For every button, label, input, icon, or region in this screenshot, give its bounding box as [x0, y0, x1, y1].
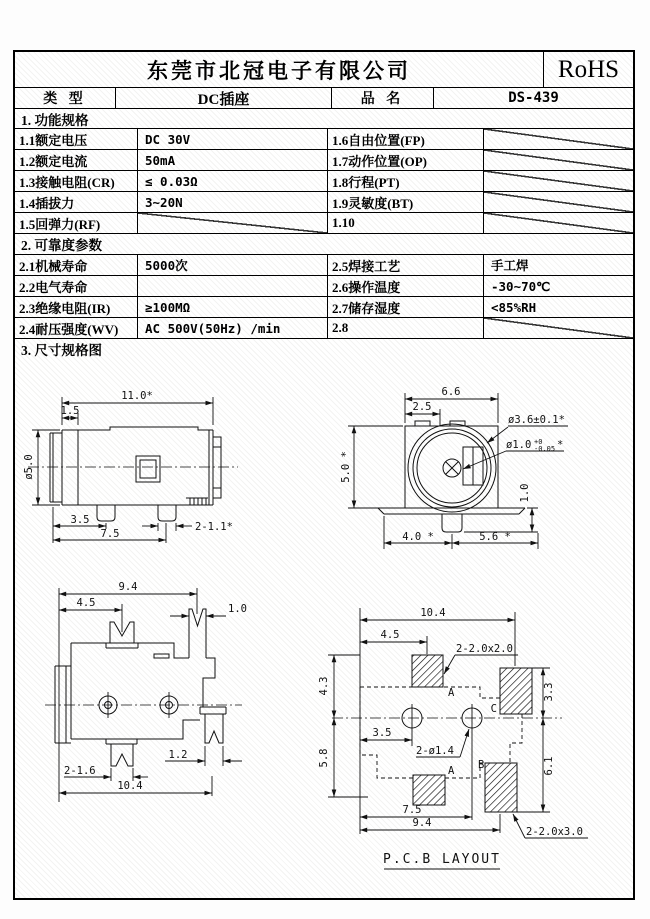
spec-label: 1.8行程(PT): [327, 171, 483, 191]
spec-label: 1.1额定电压: [19, 132, 88, 148]
spec-value: 3~20N: [137, 192, 327, 212]
spec-row-2-2: [15, 275, 633, 296]
spec-label: 1.9灵敏度(BT): [327, 192, 483, 212]
dim-pin-dia: ø1.0: [506, 439, 532, 451]
spec-value: 50mA: [137, 150, 327, 170]
spec-row-1-3: [15, 170, 633, 191]
spec-row-2-1: [15, 254, 633, 275]
type-label: 类 型: [43, 92, 87, 107]
spec-value: AC 500V(50Hz) /min: [137, 318, 327, 338]
sheet-frame: [13, 50, 635, 900]
pad-label-a-bottom: A: [448, 765, 455, 777]
dim-total-width: 10.4: [117, 780, 143, 792]
dim-bottom-pads: 2-2.0x3.0: [526, 826, 583, 838]
spec-label: 1.4插拔力: [19, 195, 75, 211]
spec-row-2-3: [15, 296, 633, 317]
spec-value-na: [483, 171, 633, 191]
spec-value-na: [483, 129, 633, 149]
spec-label: 1.6自由位置(FP): [327, 129, 483, 149]
dim-lug-offset: 4.5: [76, 597, 96, 609]
spec-value: <85%RH: [483, 297, 633, 317]
dim-barrel-dia: ø3.6±0.1*: [508, 414, 565, 426]
dim-total-width: 10.4: [420, 607, 446, 619]
dim-height: 5.0 *: [340, 451, 352, 483]
pcb-layout-drawing: [320, 600, 650, 890]
dim-lug-size: 2-1.6: [64, 765, 96, 777]
spec-value-na: [483, 318, 633, 338]
spec-label: 1.2额定电流: [19, 153, 88, 169]
dim-hole-offset: 3.5: [372, 727, 392, 739]
spec-label: 1.3接触电阻(CR): [19, 174, 115, 190]
header-row: [15, 52, 633, 87]
side-view-drawing: [20, 385, 250, 560]
pad-label-c: C: [490, 703, 497, 715]
spec-label: 2.1机械寿命: [19, 258, 88, 274]
extension-lines: [32, 397, 213, 543]
product-label: 品 名: [331, 88, 433, 108]
dim-left-span: 4.0 *: [402, 531, 434, 543]
spec-row-1-5: [15, 212, 633, 233]
spec-row-2-4: [15, 317, 633, 338]
dim-pin-tol-upper: +0: [534, 438, 543, 446]
dim-flange: 1.0: [519, 483, 531, 503]
connector-body-outline: [50, 427, 221, 521]
dim-pin-size: 2-1.1*: [195, 521, 233, 533]
dim-step: 1.2: [168, 749, 188, 761]
front-view-drawing: [340, 383, 630, 573]
spec-row-1-1: [15, 128, 633, 149]
dim-pad-offset: 4.5: [380, 629, 400, 641]
company-name: 东莞市北冠电子有限公司: [147, 58, 411, 83]
type-row: [15, 87, 633, 108]
spec-value: [137, 276, 327, 296]
dim-right-lower: 6.1: [543, 756, 555, 776]
spec-label: 2.5焊接工艺: [327, 255, 483, 275]
dim-lug-width: 1.0: [228, 603, 247, 615]
section1-title: 1. 功能规格: [15, 108, 633, 128]
dim-pin-star: *: [557, 439, 564, 451]
connector-body-outline: [55, 609, 226, 766]
dim-width: 6.6: [441, 386, 461, 398]
pad-label-a-top: A: [448, 687, 455, 699]
dim-center-offset: 2.5: [412, 401, 432, 413]
pad-label-b: B: [478, 759, 485, 771]
connector-body-outline: [378, 421, 525, 532]
dim-span-pads: 9.4: [412, 817, 432, 829]
spec-row-1-2: [15, 149, 633, 170]
dimension-lines: [59, 594, 242, 793]
dim-right-upper: 3.3: [543, 682, 555, 702]
spec-value: ≤ 0.03Ω: [137, 171, 327, 191]
spec-label: 2.6操作温度: [327, 276, 483, 296]
dim-span-holes: 7.5: [402, 804, 422, 816]
spec-label: 2.7储存湿度: [327, 297, 483, 317]
spec-value: 5000次: [137, 255, 327, 275]
spec-value-na: [137, 213, 327, 233]
spec-value: ≥100MΩ: [137, 297, 327, 317]
dim-diameter: ø5.0: [23, 454, 35, 480]
dim-pin1-offset: 3.5: [70, 514, 90, 526]
section3-title: 3. 尺寸规格图: [15, 338, 633, 358]
spec-label: 1.10: [327, 213, 483, 233]
spec-label: 1.5回弹力(RF): [19, 216, 101, 232]
spec-label: 1.7动作位置(OP): [327, 150, 483, 170]
spec-label: 2.4耐压强度(WV): [19, 321, 119, 337]
dim-overall-width: 11.0*: [121, 390, 153, 402]
dim-right-span: 5.6 *: [479, 531, 511, 543]
type-value: DC插座: [115, 88, 331, 108]
dim-lip: 1.5: [60, 405, 80, 417]
dim-hole-dia: 2-ø1.4: [416, 745, 454, 757]
dim-upper-height: 4.3: [318, 676, 330, 696]
spec-label: 2.2电气寿命: [19, 279, 88, 295]
rohs-badge: RoHS: [543, 52, 633, 87]
spec-label: 2.3绝缘电阻(IR): [19, 300, 111, 316]
section2-title: 2. 可靠度参数: [15, 233, 633, 254]
spec-value-na: [483, 213, 633, 233]
dim-pin2-offset: 7.5: [100, 528, 120, 540]
spec-value-na: [483, 192, 633, 212]
spec-row-1-4: [15, 191, 633, 212]
dim-lower-height: 5.8: [318, 748, 330, 768]
spec-value: 手工焊: [483, 255, 633, 275]
dimension-lines: [38, 403, 213, 540]
dim-width: 9.4: [118, 581, 138, 593]
dim-top-pads: 2-2.0x2.0: [456, 643, 513, 655]
spec-value: DC 30V: [137, 129, 327, 149]
spec-value: -30~70℃: [483, 276, 633, 296]
product-value: DS-439: [433, 88, 633, 108]
spec-label: 2.8: [327, 318, 483, 338]
spec-value-na: [483, 150, 633, 170]
bottom-view-drawing: [30, 580, 330, 820]
pcb-layout-caption: P.C.B LAYOUT: [383, 852, 501, 867]
dim-pin-tol-lower: -0.05: [534, 445, 556, 453]
